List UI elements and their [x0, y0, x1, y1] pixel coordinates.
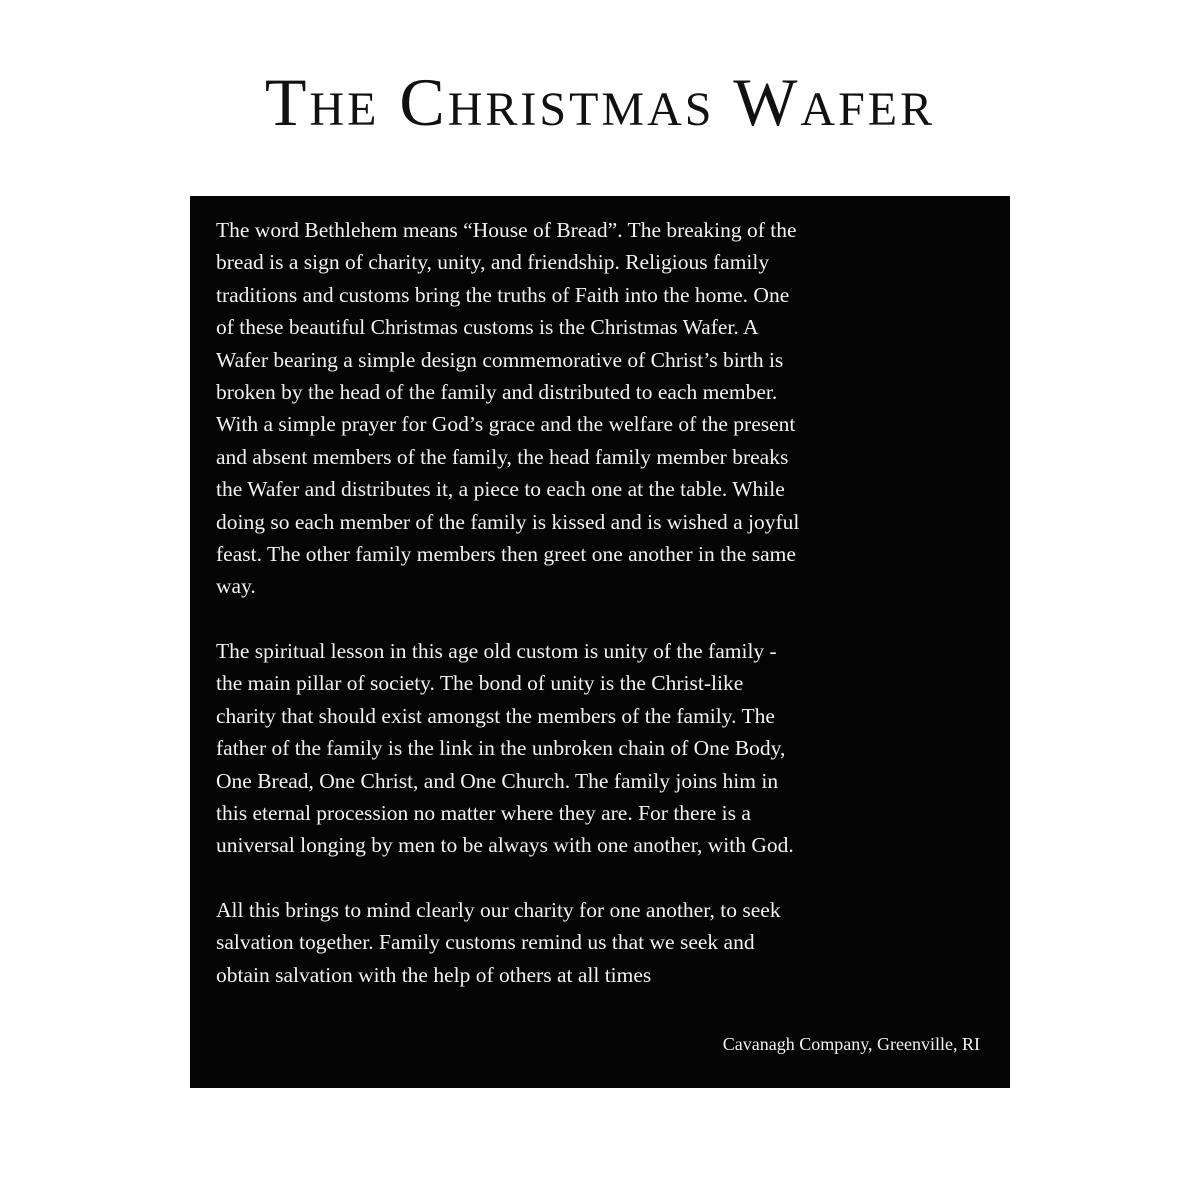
- text-line: One Bread, One Christ, and One Church. The family joins him in: [216, 768, 779, 793]
- text-line: doing so each member of the family is kissed and is wished a joyful: [216, 509, 800, 534]
- text-line: feast. The other family members then greet one another in the same: [216, 542, 796, 567]
- text-line: father of the family is the link in the unbroken chain of One Body,: [216, 736, 786, 761]
- text-line: bread is a sign of charity, unity, and friendship. Religious family: [216, 250, 770, 275]
- text-line: the main pillar of society. The bond of unity is the Christ-like: [216, 671, 744, 696]
- text-line: universal longing by men to be always with one another, with God.: [216, 833, 794, 858]
- text-line: Wafer bearing a simple design commemorative of Christ’s birth is: [216, 347, 784, 372]
- publisher-credit: Cavanagh Company, Greenville, RI: [722, 1034, 980, 1054]
- text-line: of these beautiful Christmas customs is the Christmas Wafer. A: [216, 315, 759, 340]
- text-line: traditions and customs bring the truths of Faith into the home. One: [216, 282, 790, 307]
- text-line: this eternal procession no matter where they are. For there is a: [216, 800, 751, 825]
- text-card: [190, 196, 1010, 1088]
- text-line: salvation together. Family customs remind us that we seek and: [216, 930, 755, 955]
- text-line: charity that should exist amongst the members of the family. The: [216, 703, 775, 728]
- text-line: The spiritual lesson in this age old custom is unity of the family -: [216, 638, 777, 663]
- text-line: the Wafer and distributes it, a piece to each one at the table. While: [216, 477, 785, 502]
- page-title: The Christmas Wafer: [264, 64, 936, 140]
- text-line: broken by the head of the family and distributed to each member.: [216, 380, 778, 405]
- text-line: With a simple prayer for God’s grace and the welfare of the present: [216, 412, 796, 437]
- paragraph-3: [216, 894, 982, 991]
- text-line: way.: [216, 574, 256, 599]
- paragraph-1: [216, 214, 982, 603]
- text-line: The word Bethlehem means “House of Bread”. The breaking of the: [216, 218, 797, 242]
- text-line: All this brings to mind clearly our charity for one another, to seek: [216, 897, 781, 922]
- text-line: obtain salvation with the help of others at all times: [216, 962, 652, 987]
- paragraph-2: [216, 635, 982, 862]
- text-line: and absent members of the family, the head family member breaks: [216, 444, 789, 469]
